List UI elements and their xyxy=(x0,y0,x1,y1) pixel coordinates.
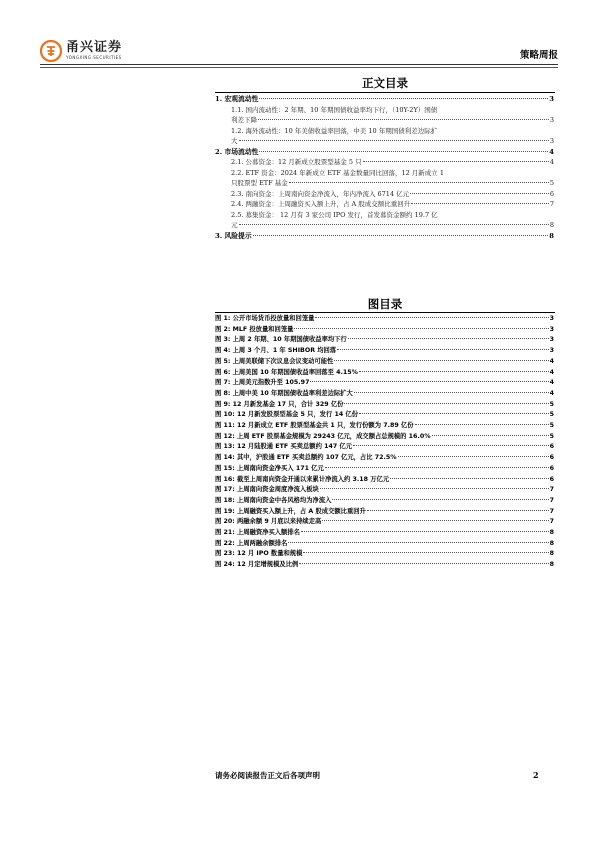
figure-entry[interactable]: 图 7: 上周美元指数升至 105.97 4 xyxy=(215,379,554,387)
toc-entry[interactable]: 2.1. 公募资金：12 月新成立股票型基金 5 只 4 xyxy=(231,158,554,166)
page-header xyxy=(40,38,558,66)
figure-entry[interactable]: 图 6: 上周美国 10 年期国债收益率回落至 4.15% 4 xyxy=(215,368,554,376)
figure-entry[interactable]: 图 16: 截至上周南向资金开通以来累计净流入约 3.18 万亿元 6 xyxy=(215,475,554,483)
toc-entry[interactable]: 2.2. ETF 资金：2024 年新成立 ETF 基金数量同比回落，12 月新成立 1 只股票型 ETF 基金 5 xyxy=(231,168,554,187)
company-logo xyxy=(40,40,122,62)
figures-top-rule xyxy=(215,312,555,313)
figure-entry[interactable]: 图 10: 12 月新发股票型基金 5 只，发行 14 亿份 5 xyxy=(215,411,554,419)
figure-entry[interactable]: 图 4: 上周 3 个月、1 年 SHIBOR 均回落 3 xyxy=(215,347,554,355)
figure-entry[interactable]: 图 18: 上周南向资金中各风格均为净流入 7 xyxy=(215,496,554,504)
toc-entry[interactable]: 2.5. 募集资金： 12 月有 3 家公司 IPO 发行，首发募资金额约 19.7 亿 元 8 xyxy=(231,210,554,229)
footer-disclaimer: 请务必阅读报告正文后各项声明 xyxy=(215,771,320,780)
toc-entry[interactable]: 1. 宏观流动性 3 xyxy=(215,95,554,103)
figure-entry[interactable]: 图 9: 12 月新发基金 17 只，合计 329 亿份 5 xyxy=(215,400,554,408)
toc-list xyxy=(215,94,554,241)
figure-entry[interactable]: 图 17: 上周南向资金周度净流入板块 7 xyxy=(215,486,554,494)
header-divider-thin xyxy=(40,67,558,68)
toc-entry[interactable]: 2.3. 南向资金：上周南向资金净流入，年内净流入 6714 亿元 6 xyxy=(231,189,554,198)
figure-entry[interactable]: 图 11: 12 月新成立 ETF 股票型基金共 1 只，发行份额为 7.89 亿份 5 xyxy=(215,422,554,430)
toc-top-rule xyxy=(215,92,555,93)
figures-title: 图目录 xyxy=(367,297,403,311)
toc-entry[interactable]: 3. 风险提示 8 xyxy=(215,231,554,240)
figure-entry[interactable]: 图 23: 12 月 IPO 数量和规模 8 xyxy=(215,550,554,558)
report-type-label: 策略周报 xyxy=(519,50,558,61)
toc-entry[interactable]: 1.1. 国内流动性：2 年期、10 年期国债收益率均下行，（10Y-2Y）国债 利差下降 3 xyxy=(231,105,554,124)
toc-entry[interactable]: 1.2. 海外流动性：10 年美债收益率回落，中美 10 年期国债利差边际扩 大 3 xyxy=(231,126,554,145)
page-number: 2 xyxy=(533,770,539,780)
logo-chinese-name: 甬兴证券 xyxy=(66,40,123,55)
toc-entry[interactable]: 2.4. 两融资金：上周融资买入额上升，占 A 股成交额比重回升 7 xyxy=(231,200,554,208)
figure-entry[interactable]: 图 21: 上周融资净买入额排名 8 xyxy=(215,529,554,537)
header-divider xyxy=(40,64,558,65)
figure-entry[interactable]: 图 3: 上周 2 年期、10 年期国债收益率均下行 3 xyxy=(215,336,554,344)
figure-entry[interactable]: 图 20: 两融余额 9 月底以来持续走高 7 xyxy=(215,518,554,526)
figure-entry[interactable]: 图 22: 上周两融余额排名 8 xyxy=(215,539,554,547)
toc-title: 正文目录 xyxy=(362,76,408,90)
figure-entry[interactable]: 图 14: 其中，沪股通 ETF 买卖总额约 107 亿元，占比 72.5% 6 xyxy=(215,454,554,462)
figure-entry[interactable]: 图 5: 上周美联储下次议息会议变动可能性 4 xyxy=(215,357,554,365)
logo-mark-icon xyxy=(40,40,62,62)
figure-entry[interactable]: 图 13: 12 月陆股通 ETF 买卖总额约 147 亿元 6 xyxy=(215,443,554,451)
figure-entry[interactable]: 图 19: 上周融资买入额上升，占 A 股成交额比重回升 7 xyxy=(215,507,554,515)
figure-entry[interactable]: 图 15: 上周南向资金净买入 171 亿元 6 xyxy=(215,464,554,472)
figure-entry[interactable]: 图 12: 上周 ETF 股票基金规模为 29243 亿元，成交额占总规模的 16.0% 5 xyxy=(215,432,554,440)
figure-list xyxy=(215,314,554,571)
figure-entry[interactable]: 图 24: 12 月定增规模及比例 8 xyxy=(215,561,554,569)
figure-entry[interactable]: 图 2: MLF 投放量和回笼量 3 xyxy=(215,325,554,333)
figure-entry[interactable]: 图 8: 上周中美 10 年期国债收益率利差边际扩大 4 xyxy=(215,389,554,397)
toc-entry[interactable]: 2. 市场流动性 4 xyxy=(215,147,554,156)
logo-english-name: YONGXING SECURITIES xyxy=(66,55,122,60)
figure-entry[interactable]: 图 1: 公开市场货币投放量和回笼量 3 xyxy=(215,315,554,322)
